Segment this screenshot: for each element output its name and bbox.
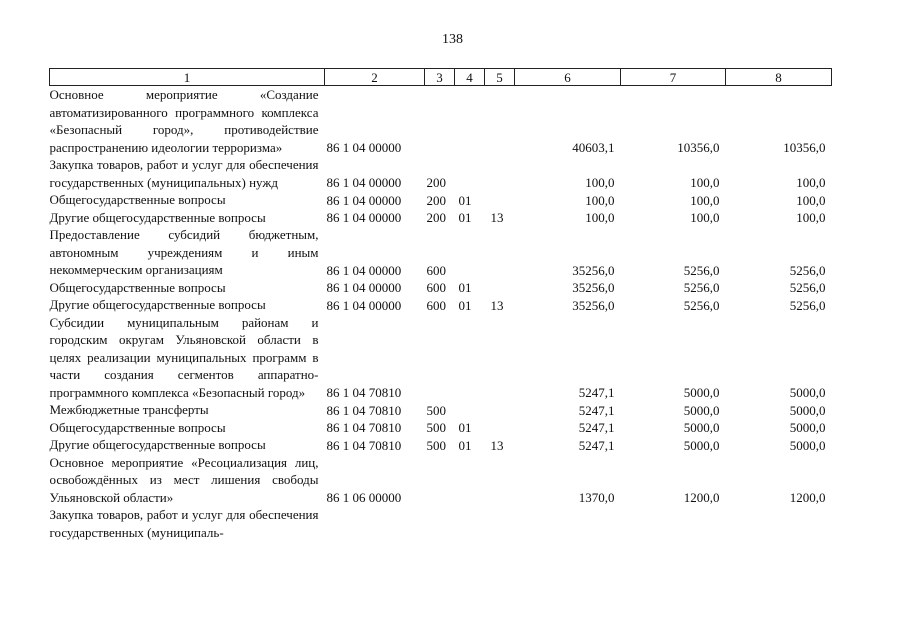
amount-year-3: 5000,0 [789,437,826,453]
subsection-code: 13 [490,297,504,313]
amount-year-1: 35256,0 [572,262,615,278]
amount-year-2: 5000,0 [683,385,720,400]
table-row [50,506,832,541]
row-name: Предоставление субсидий бюджетным, автономным учреждениям и иным некоммерческим организациям [49,227,319,277]
target-article-code: 86 1 04 00000 [326,140,402,155]
row-name: Межбюджетные трансферты [49,402,209,417]
table-row [50,226,832,279]
row-name: Субсидии муниципальным районам и городским округам Ульяновской области в целях реализации муниципальных программ в части создания сегментов аппаратно-программного комплекса «Безопасный город» [49,314,319,400]
expense-type-code: 500 [426,402,446,418]
amount-year-1: 100,0 [585,192,615,208]
amount-year-3: 10356,0 [783,140,826,155]
column-header: 7 [621,69,726,86]
column-header: 3 [425,69,455,86]
row-name: Общегосударственные вопросы [49,279,226,295]
table-row [50,279,832,297]
table-header-row [50,69,832,86]
target-article-code: 86 1 04 00000 [326,262,402,278]
amount-year-1: 100,0 [585,210,615,225]
expense-type-code: 600 [426,262,446,278]
expense-type-code [425,454,455,507]
amount-year-3 [726,506,832,541]
expense-type-code [425,86,455,157]
subsection-code [485,506,515,541]
column-header: 8 [726,69,832,86]
section-code [455,454,485,507]
subsection-code: 13 [490,437,504,453]
target-article-code [325,506,425,541]
section-code: 01 [458,210,472,225]
target-article-code: 86 1 04 00000 [326,297,402,313]
amount-year-3: 100,0 [796,210,826,225]
column-header: 2 [325,69,425,86]
row-name: Основное мероприятие «Создание автоматизированного программного комплекса «Безопасный город», противодействие распространению идеологии терроризма» [49,87,319,155]
section-code [455,401,485,419]
table-row [50,86,832,157]
amount-year-2: 5256,0 [683,262,720,278]
row-name: Закупка товаров, работ и услуг для обеспечения государственных (муниципаль- [49,507,319,540]
column-header: 1 [50,69,325,86]
section-code [455,86,485,157]
column-header: 4 [455,69,485,86]
subsection-code [485,314,515,402]
amount-year-1: 100,0 [585,175,615,190]
subsection-code [485,86,515,157]
amount-year-3: 1200,0 [789,490,826,505]
table-body [50,86,832,542]
amount-year-1 [515,506,621,541]
target-article-code: 86 1 04 00000 [326,175,402,190]
target-article-code: 86 1 04 70810 [326,420,402,435]
amount-year-2: 1200,0 [683,490,720,505]
expense-type-code: 500 [426,420,446,435]
subsection-code: 13 [490,210,504,225]
expense-type-code: 200 [426,210,446,225]
subsection-code [485,419,515,437]
section-code: 01 [458,437,472,453]
budget-table [49,68,832,541]
table-row [50,296,832,314]
row-name: Основное мероприятие «Ресоциализация лиц, освобождённых из мест лишения свободы Ульяновской области» [49,454,319,505]
amount-year-1: 5247,1 [578,437,615,453]
amount-year-1: 5247,1 [578,402,615,418]
row-name: Общегосударственные вопросы [49,192,226,207]
target-article-code: 86 1 04 70810 [326,437,402,453]
subsection-code [485,191,515,209]
target-article-code: 86 1 04 70810 [326,385,402,400]
table-row [50,314,832,402]
subsection-code [485,279,515,297]
table-row [50,209,832,227]
table-row [50,454,832,507]
section-code [455,226,485,279]
page-number: 138 [442,32,463,47]
target-article-code: 86 1 06 00000 [326,490,402,505]
row-name: Закупка товаров, работ и услуг для обеспечения государственных (муниципальных) нужд [49,157,319,190]
amount-year-2: 5000,0 [683,437,720,453]
row-name: Другие общегосударственные вопросы [49,297,266,312]
expense-type-code [425,314,455,402]
expense-type-code: 500 [426,437,446,453]
target-article-code: 86 1 04 00000 [326,210,402,225]
section-code [455,314,485,402]
subsection-code [485,401,515,419]
amount-year-2: 5256,0 [683,297,720,313]
amount-year-3: 100,0 [796,192,826,208]
expense-type-code: 600 [426,280,446,295]
section-code [455,506,485,541]
table-row [50,419,832,437]
subsection-code [485,156,515,191]
section-code: 01 [458,192,472,208]
target-article-code: 86 1 04 00000 [326,280,402,295]
section-code: 01 [458,280,472,295]
amount-year-3: 5256,0 [789,262,826,278]
amount-year-2: 100,0 [690,175,720,190]
amount-year-2 [621,506,726,541]
table-row [50,191,832,209]
table-row [50,401,832,419]
amount-year-1: 35256,0 [572,280,615,295]
amount-year-3: 5256,0 [789,297,826,313]
amount-year-2: 10356,0 [677,140,720,155]
row-name: Другие общегосударственные вопросы [49,437,266,452]
table-row [50,436,832,454]
amount-year-2: 100,0 [690,210,720,225]
subsection-code [485,226,515,279]
column-header: 5 [485,69,515,86]
expense-type-code: 200 [426,192,446,208]
table-row [50,156,832,191]
amount-year-3: 5000,0 [789,385,826,400]
row-name: Другие общегосударственные вопросы [49,209,266,225]
expense-type-code: 200 [426,175,446,190]
expense-type-code: 600 [426,297,446,313]
column-header: 6 [515,69,621,86]
amount-year-1: 5247,1 [578,420,615,435]
amount-year-2: 100,0 [690,192,720,208]
amount-year-2: 5256,0 [683,280,720,295]
amount-year-3: 5000,0 [789,420,826,435]
section-code: 01 [458,420,472,435]
amount-year-3: 5256,0 [789,280,826,295]
row-name: Общегосударственные вопросы [49,419,226,435]
amount-year-1: 40603,1 [572,140,615,155]
expense-type-code [425,506,455,541]
target-article-code: 86 1 04 00000 [326,192,402,208]
amount-year-2: 5000,0 [683,420,720,435]
amount-year-1: 5247,1 [578,385,615,400]
subsection-code [485,454,515,507]
amount-year-3: 5000,0 [789,402,826,418]
amount-year-2: 5000,0 [683,402,720,418]
amount-year-3: 100,0 [796,175,826,190]
section-code: 01 [458,297,472,313]
amount-year-1: 35256,0 [572,297,615,313]
section-code [455,156,485,191]
amount-year-1: 1370,0 [578,490,615,505]
target-article-code: 86 1 04 70810 [326,402,402,418]
